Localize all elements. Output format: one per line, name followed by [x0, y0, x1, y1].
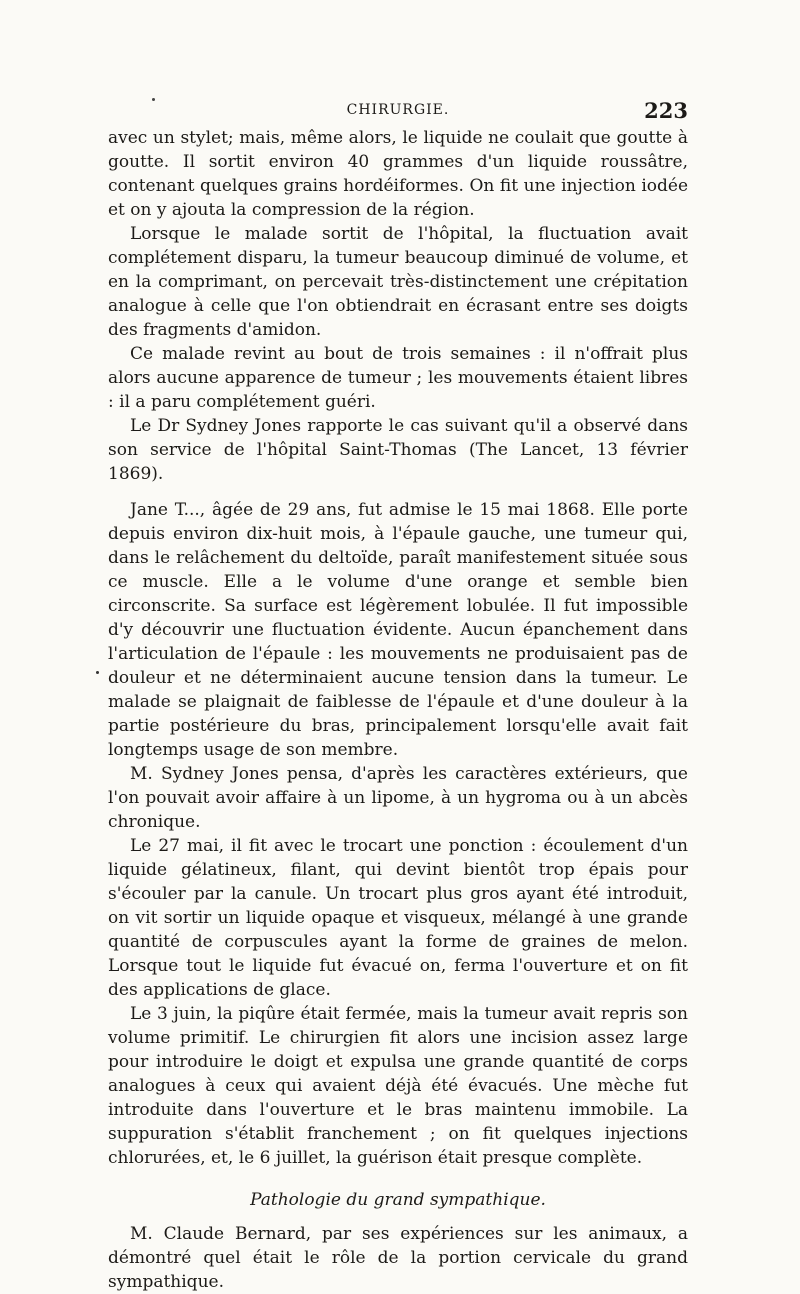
paragraph: Lorsque le malade sortit de l'hôpital, la fluctuation avait complétement disparu, la tumeur beaucoup diminué de volume, et en la comprimant, on percevait très-distinctement une crépitation analogue à celle que l'on obtiendrait en écrasant entre ses doigts des fragments d'amidon.: [108, 224, 688, 340]
page: [108, 92, 688, 1294]
running-title: CHIRURGIE.: [346, 102, 450, 118]
paragraph: Le 27 mai, il fit avec le trocart une ponction : écoulement d'un liquide gélatineux, filant, qui devint bientôt trop épais pour s'écouler par la canule. Un trocart plus gros ayant été introduit, on vit sortir un liquide opaque et visqueux, mélangé à une grande quantité de corpuscules ayant la forme de graines de melon. Lorsque tout le liquide fut évacué on, ferma l'ouverture et on fit des applications de glace.: [108, 836, 688, 1000]
paragraph-continuation: avec un stylet; mais, même alors, le liquide ne coulait que goutte à goutte. Il sortit environ 40 grammes d'un liquide roussâtre, contenant quelques grains hordéiformes. On fit une injection iodée et on y ajouta la compression de la région.: [108, 128, 688, 220]
body-text: [108, 126, 688, 1294]
paragraph: Le 3 juin, la piqûre était fermée, mais la tumeur avait repris son volume primitif. Le chirurgien fit alors une incision assez large pour introduire le doigt et expulsa une grande quantité de corps analogues à ceux qui avaient déjà été évacués. Une mèche fut introduite dans l'ouverture et le bras maintenu immobile. La suppuration s'établit franchement ; on fit quelques injections chlorurées, et, le 6 juillet, la guérison était presque complète.: [108, 1004, 688, 1168]
paragraph: Le Dr Sydney Jones rapporte le cas suivant qu'il a observé dans son service de l'hôpital Saint-Thomas (The Lancet, 13 février 1869).: [108, 416, 688, 484]
print-speck: [152, 98, 155, 101]
paragraph: Ce malade revint au bout de trois semaines : il n'offrait plus alors aucune apparence de tumeur ; les mouvements étaient libres : il a paru complétement guéri.: [108, 344, 688, 412]
paragraph: M. Claude Bernard, par ses expériences sur les animaux, a démontré quel était le rôle de la portion cervicale du grand sympathique.: [108, 1224, 688, 1292]
margin-speck: [96, 671, 99, 674]
section-title: Pathologie du grand sympathique.: [250, 1190, 546, 1210]
case-report-paragraph: Jane T..., âgée de 29 ans, fut admise le 15 mai 1868. Elle porte depuis environ dix-huit mois, à l'épaule gauche, une tumeur qui, dans le relâchement du deltoïde, paraît manifestement située sous ce muscle. Elle a le volume d'une orange et semble bien circonscrite. Sa surface est légèrement lobulée. Il fut impossible d'y découvrir une fluctuation évidente. Aucun épanchement dans l'articulation de l'épaule : les mouvements ne produisaient pas de douleur et ne déterminaient aucune tension dans la tumeur. Le malade se plaignait de faiblesse de l'épaule et d'une douleur à la partie postérieure du bras, principalement lorsqu'elle avait fait longtemps usage de son membre.: [108, 500, 688, 760]
running-header: [108, 92, 688, 126]
paragraph: M. Sydney Jones pensa, d'après les caractères extérieurs, que l'on pouvait avoir affaire à un lipome, à un hygroma ou à un abcès chronique.: [108, 764, 688, 832]
page-number: 223: [644, 98, 688, 123]
